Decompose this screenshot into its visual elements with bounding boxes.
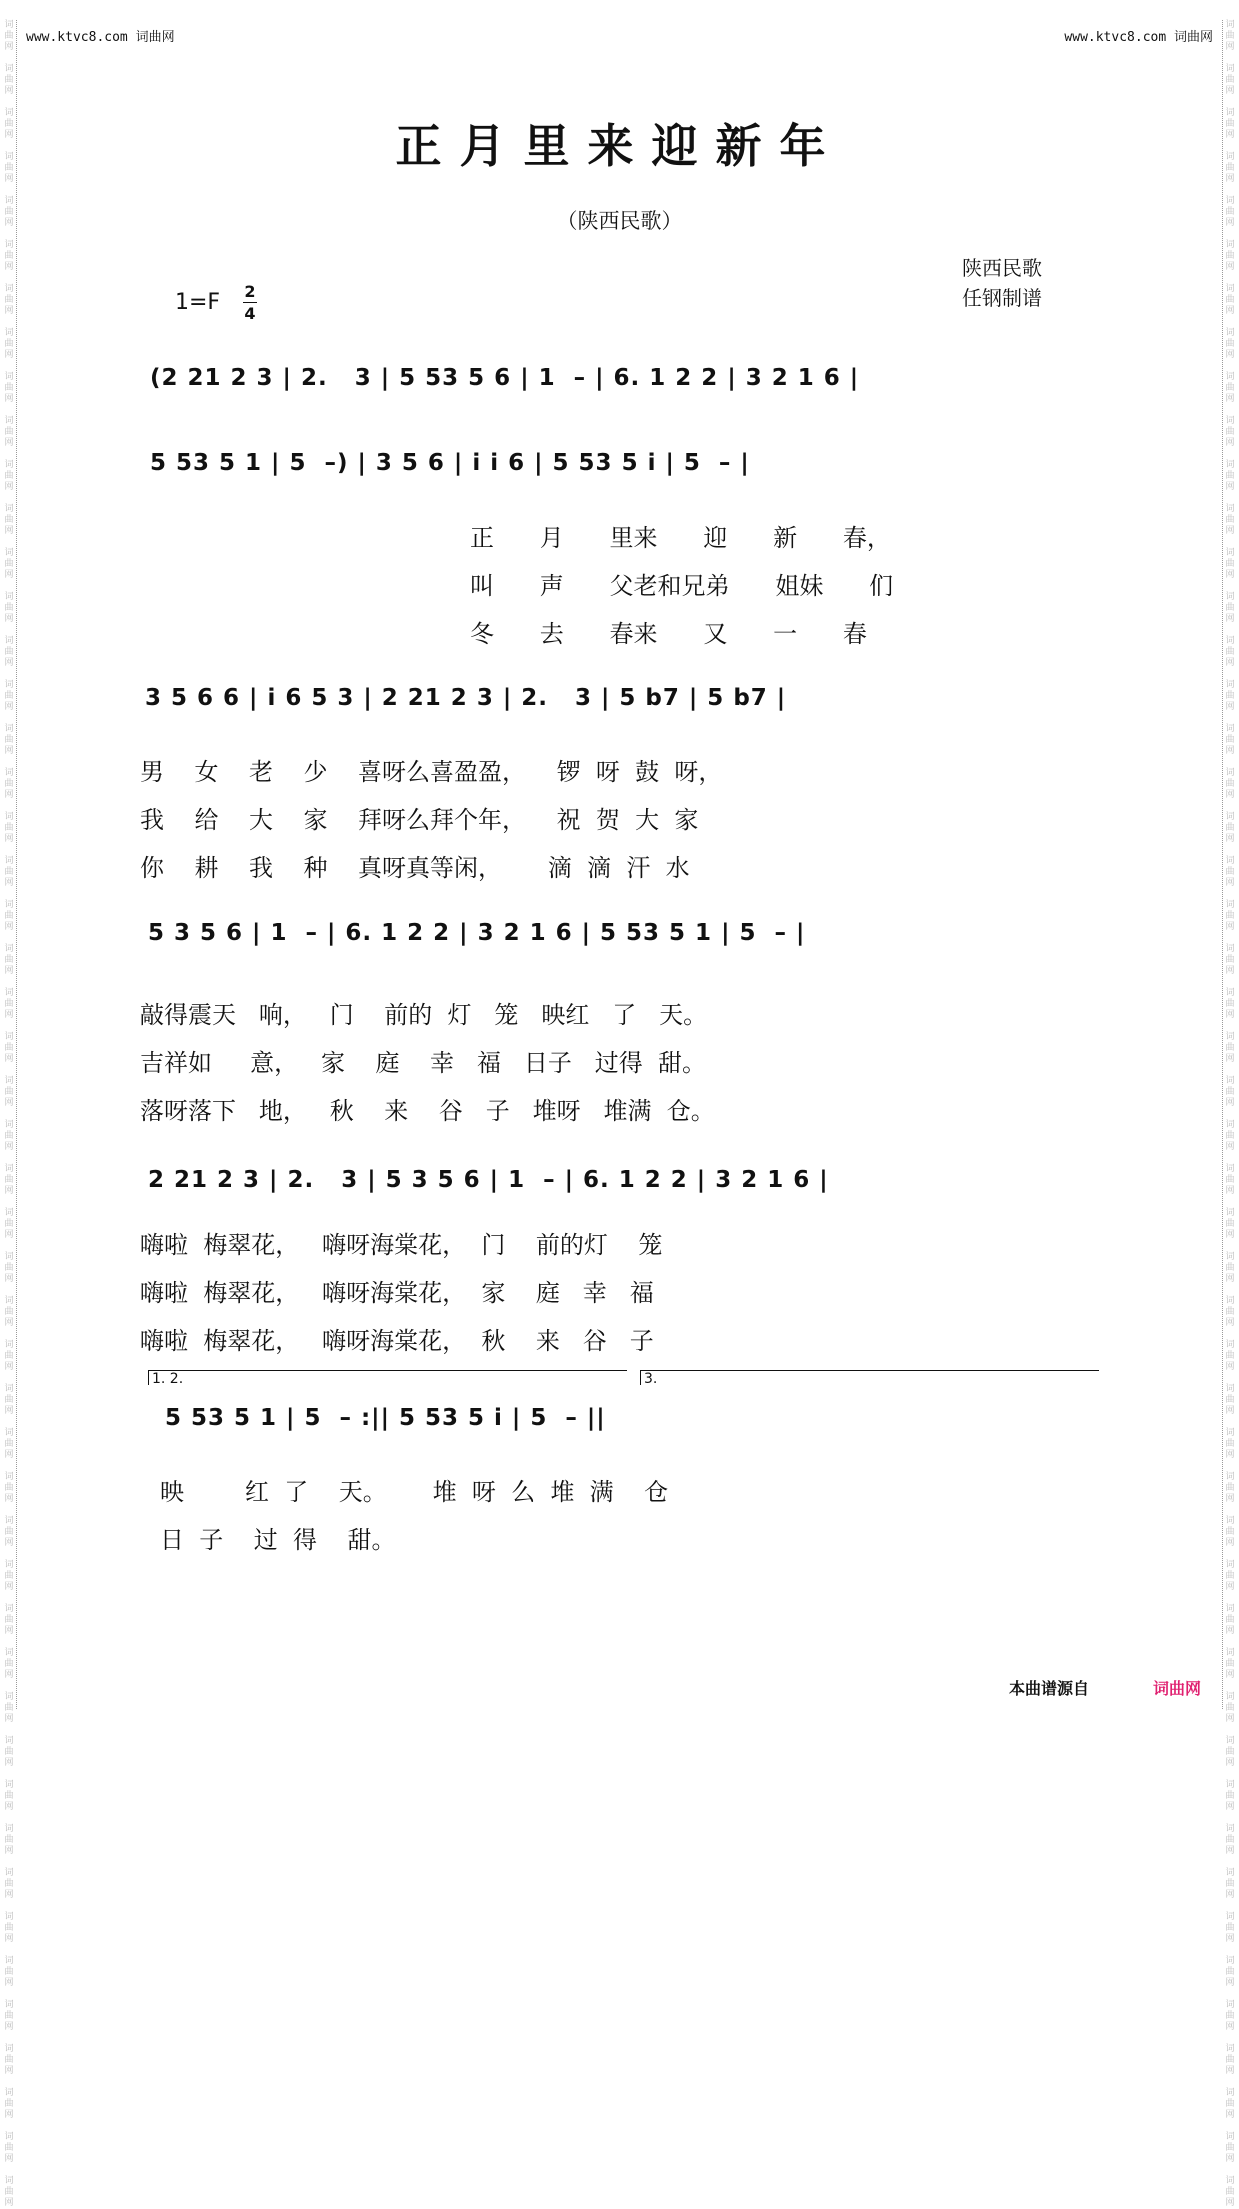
volta-first-ending: 1. 2. bbox=[148, 1370, 627, 1385]
score-row-3: 3 5 6 6 | i 6 5 3 | 2 21 2 3 | 2. 3 | 5 b7 | 5 b7 | bbox=[145, 685, 787, 711]
site-url-left[interactable]: www.ktvc8.com 词曲网 bbox=[26, 30, 175, 45]
credit-origin: 陕西民歌 bbox=[962, 256, 1042, 280]
footer-source-label: 本曲谱源自 bbox=[1008, 1679, 1089, 1698]
lyric-row-2-verse-1: 正 月 里来 迎 新 春， bbox=[470, 524, 891, 552]
key-signature: 1=F bbox=[175, 290, 221, 315]
footer-brand-link[interactable]: 词曲网 bbox=[1152, 1679, 1201, 1698]
score-row-2: 5 53 5 1 | 5 –) | 3 5 6 | i i 6 | 5 53 5 i | 5 – | bbox=[150, 450, 750, 476]
lyric-row-3-verse-2: 我 给 大 家 拜呀么拜个年， 祝 贺 大 家 bbox=[140, 806, 699, 834]
song-subtitle: （陕西民歌） bbox=[556, 209, 683, 233]
time-signature bbox=[243, 284, 257, 322]
lyric-row-6-verse-2: 日 子 过 得 甜。 bbox=[160, 1526, 396, 1554]
lyric-row-4-verse-3: 落呀落下 地， 秋 来 谷 子 堆呀 堆满 仓。 bbox=[140, 1097, 715, 1125]
lyric-row-4-verse-1: 敲得震天 响， 门 前的 灯 笼 映红 了 天。 bbox=[140, 1001, 708, 1029]
lyric-row-5-verse-1: 嗨啦 梅翠花， 嗨呀海棠花， 门 前的灯 笼 bbox=[140, 1231, 663, 1259]
song-title: 正月里来迎新年 bbox=[395, 119, 844, 173]
lyric-row-5-verse-3: 嗨啦 梅翠花， 嗨呀海棠花， 秋 来 谷 子 bbox=[140, 1327, 654, 1355]
score-row-6: 5 53 5 1 | 5 – :|| 5 53 5 i | 5 – || bbox=[165, 1405, 606, 1431]
score-row-1: (2 21 2 3 | 2. 3 | 5 53 5 6 | 1 – | 6. 1 2 2 | 3 2 1 6 | bbox=[150, 365, 860, 391]
score-row-5: 2 21 2 3 | 2. 3 | 5 3 5 6 | 1 – | 6. 1 2 2 | 3 2 1 6 | bbox=[148, 1167, 829, 1193]
lyric-row-3-verse-1: 男 女 老 少 喜呀么喜盈盈， 锣 呀 鼓 呀， bbox=[140, 758, 723, 786]
volta-second-ending: 3. bbox=[640, 1370, 1099, 1385]
lyric-row-2-verse-3: 冬 去 春来 又 一 春 bbox=[470, 620, 867, 648]
watermark-right: 词 曲 网 词 曲 网 词 曲 网 词 曲 网 词 曲 网 词 曲 网 词 曲 网 词 曲 网 词 曲 网 词 曲 网 词 曲 网 词 曲 网 词 曲 网 词 曲 网 词 曲 网 词 曲 网 词 曲 网 词 曲 网 词 曲 网 词 曲 网 词 曲 网 词 曲 网 词 曲 网 词 曲 网 词 曲 网 词 曲 网 词 曲 网 词 曲 网 词 曲 网 词 曲 网 词 曲 网 词 曲 网 词 曲 网 词 曲 网 词 曲 网 词 曲 网 词 曲 网 词 曲 网 词 曲 网 词 曲 网 词 曲 网 词 曲 网 词 曲 网 词 曲 网 词 曲 网 词 曲 网 词 曲 网 词 曲 网 词 曲 网 词 曲 网 bbox=[1222, 20, 1237, 1709]
time-signature-bottom: 4 bbox=[244, 304, 256, 323]
credit-arranger: 任钢制谱 bbox=[962, 286, 1042, 310]
site-url-right[interactable]: www.ktvc8.com 词曲网 bbox=[1064, 30, 1213, 45]
lyric-row-6-verse-1: 映 红 了 天。 堆 呀 么 堆 满 仓 bbox=[160, 1478, 669, 1506]
watermark-left: 词 曲 网 词 曲 网 词 曲 网 词 曲 网 词 曲 网 词 曲 网 词 曲 网 词 曲 网 词 曲 网 词 曲 网 词 曲 网 词 曲 网 词 曲 网 词 曲 网 词 曲 网 词 曲 网 词 曲 网 词 曲 网 词 曲 网 词 曲 网 词 曲 网 词 曲 网 词 曲 网 词 曲 网 词 曲 网 词 曲 网 词 曲 网 词 曲 网 词 曲 网 词 曲 网 词 曲 网 词 曲 网 词 曲 网 词 曲 网 词 曲 网 词 曲 网 词 曲 网 词 曲 网 词 曲 网 词 曲 网 词 曲 网 词 曲 网 词 曲 网 词 曲 网 词 曲 网 词 曲 网 词 曲 网 词 曲 网 词 曲 网 词 曲 网 bbox=[2, 20, 17, 1709]
lyric-row-3-verse-3: 你 耕 我 种 真呀真等闲， 滴 滴 汗 水 bbox=[140, 854, 690, 882]
lyric-row-2-verse-2: 叫 声 父老和兄弟 姐妹 们 bbox=[470, 572, 894, 600]
score-row-4: 5 3 5 6 | 1 – | 6. 1 2 2 | 3 2 1 6 | 5 53 5 1 | 5 – | bbox=[148, 920, 806, 946]
lyric-row-4-verse-2: 吉祥如 意， 家 庭 幸 福 日子 过得 甜。 bbox=[140, 1049, 706, 1077]
lyric-row-5-verse-2: 嗨啦 梅翠花， 嗨呀海棠花， 家 庭 幸 福 bbox=[140, 1279, 654, 1307]
time-signature-top: 2 bbox=[244, 282, 256, 301]
